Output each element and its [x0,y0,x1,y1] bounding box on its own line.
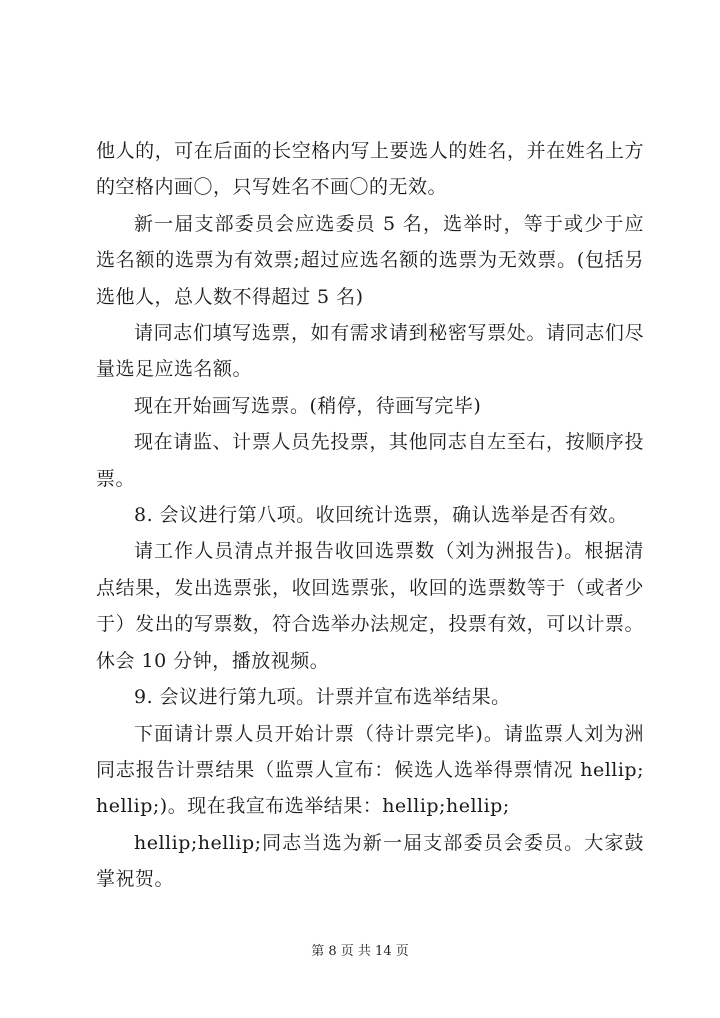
paragraph-start-writing: 现在开始画写选票。(稍停，待画写完毕) [134,394,482,417]
paragraph-voting-order: 现在请监、计票人员先投票，其他同志自左至右，按顺序投票。 [96,431,644,490]
paragraph-fill-ballot: 请同志们填写选票，如有需求请到秘密写票处。请同志们尽量选足应选名额。 [96,322,644,381]
document-body [96,133,644,898]
paragraph-ballot-count: 请工作人员清点并报告收回选票数（刘为洲报告)。根据清点结果，发出选票张，收回选票张，收回的选票数等于（或者少于）发出的写票数，符合选举办法规定，投票有效，可以计票。休会 10 分钟，播放视频。 [96,540,644,672]
paragraph-counting: 下面请计票人员开始计票（待计票完毕)。请监票人刘为洲同志报告计票结果（监票人宣布：候选人选举得票情况 hellip;hellip;)。现在我宣布选举结果：hellip;hellip; [96,722,644,818]
paragraph-result: hellip;hellip;同志当选为新一届支部委员会委员。大家鼓掌祝贺。 [96,831,644,891]
page-number-footer: 第 8 页 共 14 页 [311,944,409,959]
agenda-item-9: 9. 会议进行第九项。计票并宣布选举结果。 [134,686,511,709]
agenda-item-8: 8. 会议进行第八项。收回统计选票，确认选举是否有效。 [134,504,628,527]
paragraph-continuation: 他人的，可在后面的长空格内写上要选人的姓名，并在姓名上方的空格内画〇，只写姓名不画〇的无效。 [96,140,644,199]
paragraph-election-quota: 新一届支部委员会应选委员 5 名，选举时，等于或少于应选名额的选票为有效票;超过应选名额的选票为无效票。(包括另选他人，总人数不得超过 5 名) [96,212,644,308]
